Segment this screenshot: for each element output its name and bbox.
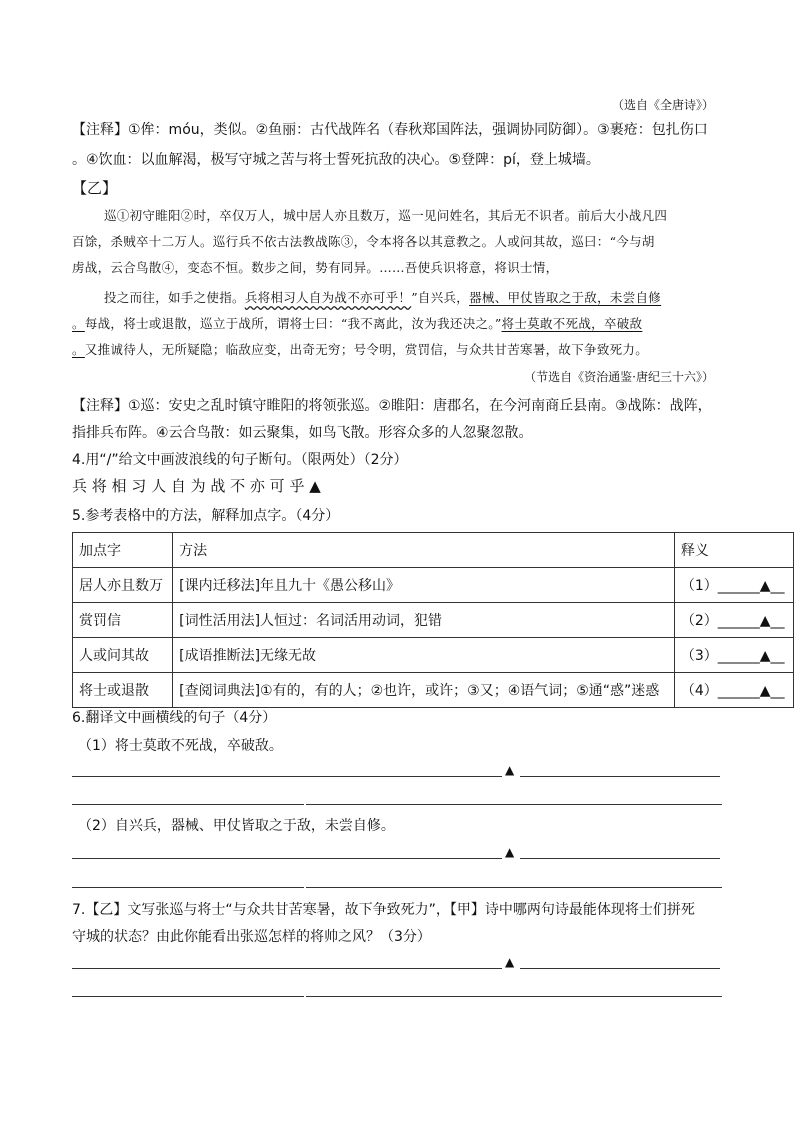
- answer-triangle-icon: ▲: [505, 845, 515, 859]
- answer-line[interactable]: [306, 996, 722, 997]
- passage-line-4: [104, 286, 754, 310]
- q6-sentence-1: （1）将士莫敢不死战，卒破敌。: [78, 738, 283, 754]
- answer-line[interactable]: [520, 968, 720, 969]
- notes-yi-line1: 【注释】①巡：安史之乱时镇守睢阳的将领张巡。②睢阳：唐郡名，在今河南商丘县南。③战陈：战阵，: [72, 398, 712, 414]
- table-cell: 人或问其故: [73, 638, 173, 673]
- table-row: [73, 568, 794, 603]
- underlined-sentence-2b: 。: [72, 316, 85, 331]
- underlined-sentence-1b: 。: [72, 342, 85, 357]
- passage-line-3: 虏战，云合鸟散④，变态不恒。数步之间，势有同异。……吾使兵识将意，将识士情，: [72, 260, 559, 275]
- table-cell: [成语推断法]无缘无故: [173, 638, 675, 673]
- answer-line[interactable]: [520, 776, 720, 777]
- table-cell: 居人亦且数万: [73, 568, 173, 603]
- notes-jia-line1: 【注释】①侔：móu，类似。②鱼丽：古代战阵名（春秋郑国阵法，强调协同防御）。③裹疮：包扎伤口: [72, 122, 708, 138]
- table-row: [73, 673, 794, 708]
- answer-line[interactable]: [306, 804, 722, 805]
- passage-line-5: [72, 312, 722, 336]
- q4-stem: 4.用“/”给文中画波浪线的句子断句。（限两处）（2分）: [72, 452, 408, 468]
- answer-blank[interactable]: （4）______▲__: [674, 673, 793, 708]
- answer-blank[interactable]: （1）______▲__: [674, 568, 793, 603]
- q7-line1: 7.【乙】文写张巡与将士“与众共甘苦寒暑，故下争致死力”，【甲】诗中哪两句诗最能体现将士们拼死: [72, 902, 695, 918]
- table-cell: 赏罚信: [73, 603, 173, 638]
- table-header-cell: 释义: [674, 533, 793, 568]
- source-yi: （节选自《资治通鉴·唐纪三十六》）: [524, 370, 714, 384]
- table-cell: 将士或退散: [73, 673, 173, 708]
- answer-triangle-icon: ▲: [505, 763, 515, 777]
- q6-stem: 6.翻译文中画横线的句子（4分）: [72, 710, 277, 726]
- answer-line[interactable]: [306, 887, 722, 888]
- table-cell: [课内迁移法]年且九十《愚公移山》: [173, 568, 675, 603]
- answer-blank[interactable]: （3）______▲__: [674, 638, 793, 673]
- passage-line-2: 百馀，杀贼卒十二万人。巡行兵不依古法教战陈③，令本将各以其意教之。人或问其故，巡曰：“今与胡: [72, 234, 655, 249]
- passage-line-4-pre: 投之而往，如手之使指。: [104, 290, 245, 305]
- underlined-sentence-2a: 器械、甲仗皆取之于敌，未尝自修: [469, 290, 662, 305]
- answer-line[interactable]: [72, 887, 304, 888]
- answer-triangle-icon: ▲: [505, 955, 515, 969]
- table-cell: [词性活用法]人恒过：名词活用动词，犯错: [173, 603, 675, 638]
- answer-line[interactable]: [520, 858, 720, 859]
- passage-line-6: [72, 338, 722, 362]
- passage-line-4-mid: ”自兴兵，: [411, 290, 470, 305]
- underlined-sentence-1a: 将士莫敢不死战，卒破敌: [501, 316, 643, 331]
- passage-line-1: 巡①初守睢阳②时，卒仅万人，城中居人亦且数万，巡一见问姓名，其后无不识者。前后大小战凡四: [104, 208, 668, 223]
- table-header-cell: 加点字: [73, 533, 173, 568]
- answer-line[interactable]: [72, 996, 304, 997]
- table-row: [73, 603, 794, 638]
- q4-sentence: 兵 将 相 习 人 自 为 战 不 亦 可 乎 ▲: [72, 477, 321, 495]
- table-header-row: [73, 533, 794, 568]
- notes-yi-line2: 指排兵布阵。④云合鸟散：如云聚集，如鸟飞散。形容众多的人忽聚忽散。: [72, 425, 533, 441]
- answer-line[interactable]: [72, 776, 502, 777]
- q6-sentence-2: （2）自兴兵，器械、甲仗皆取之于敌，未尝自修。: [78, 818, 395, 834]
- answer-line[interactable]: [72, 804, 304, 805]
- table-cell: [查阅词典法]①有的，有的人；②也许，或许；③又；④语气词；⑤通“惑”迷惑: [173, 673, 675, 708]
- wavy-sentence: 兵将相习人自为战不亦可乎！: [244, 290, 412, 305]
- table-row: [73, 638, 794, 673]
- passage-line-6-rest: 又推诚待人，无所疑隐；临敌应变，出奇无穷；号令明，赏罚信，与众共甘苦寒暑，故下争致死力。: [84, 342, 649, 357]
- passage-line-5-mid: 每战，将士或退散，巡立于战所，谓将士曰：“我不离此，汝为我还决之。”: [84, 316, 502, 331]
- answer-blank[interactable]: （2）______▲__: [674, 603, 793, 638]
- yi-heading: 【乙】: [72, 179, 118, 197]
- q5-stem: 5.参考表格中的方法，解释加点字。（4分）: [72, 508, 340, 524]
- q5-table: [72, 532, 794, 708]
- answer-line[interactable]: [72, 968, 502, 969]
- source-jia: （选自《全唐诗》）: [611, 98, 714, 112]
- table-header-cell: 方法: [173, 533, 675, 568]
- q7-line2: 守城的状态？由此你能看出张巡怎样的将帅之风？（3分）: [72, 929, 431, 945]
- answer-line[interactable]: [72, 858, 502, 859]
- notes-jia-line2: 。④饮血：以血解渴，极写守城之苦与将士誓死抗敌的决心。⑤登陴：pí，登上城墙。: [72, 152, 600, 168]
